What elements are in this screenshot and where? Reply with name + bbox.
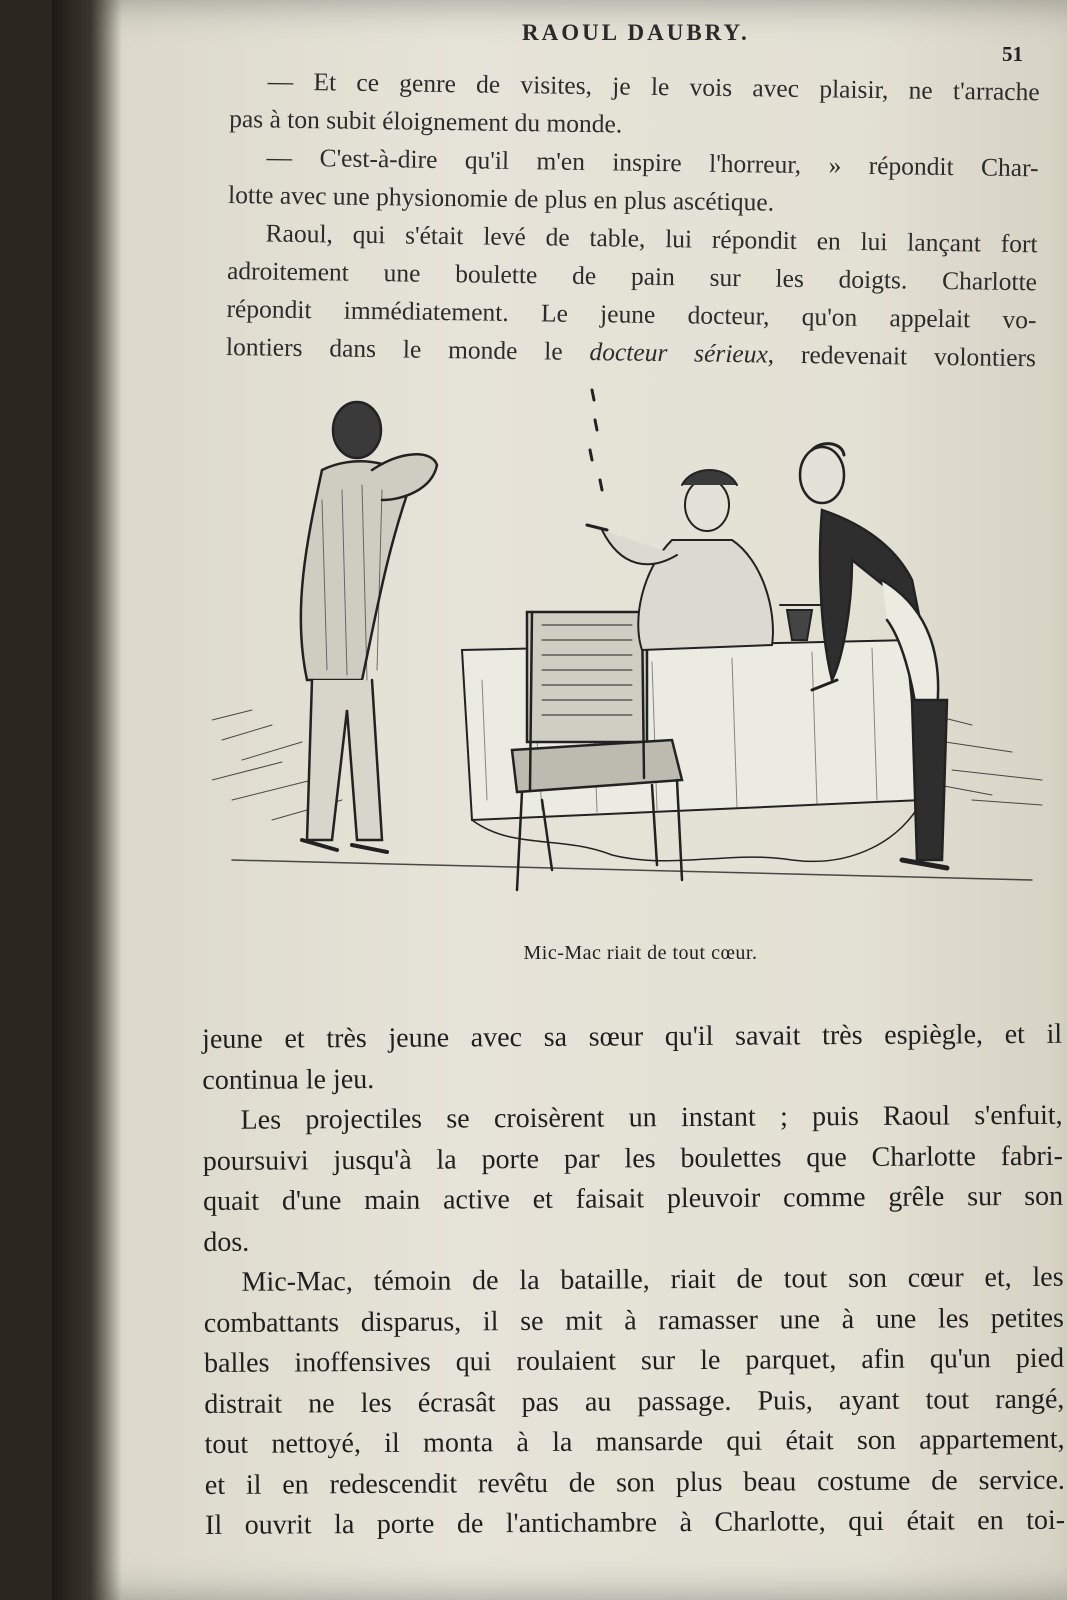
raoul-figure <box>301 402 437 852</box>
text-line: tout nettoyé, il monta à la mansarde qui était son appartement, <box>204 1423 1065 1460</box>
text-line: distrait ne les écrasât pas au passage. Puis, ayant tout rangé, <box>204 1383 1065 1420</box>
book-gutter-shadow <box>52 0 122 1600</box>
text-line: balles inoffensives qui roulaient sur le parquet, afin qu'un pied <box>204 1342 1065 1379</box>
top-paragraphs <box>226 62 1040 377</box>
illustration-caption: Mic-Mac riait de tout cœur. <box>523 942 758 964</box>
text-line: Les projectiles se croisèrent un instant ; puis Raoul s'enfuit, <box>240 1099 1063 1136</box>
book-page <box>52 0 1067 1600</box>
text-line: adroitement une boulette de pain sur les doigts. Charlotte <box>226 255 1038 297</box>
text-line: lotte avec une physionomie de plus en plus ascétique. <box>227 179 775 217</box>
text-line: pas à ton subit éloignement du monde. <box>229 103 623 139</box>
text-line: — C'est-à-dire qu'il m'en inspire l'horreur, » répondit Char- <box>266 142 1039 183</box>
page-number: 51 <box>1002 42 1023 66</box>
text-fragment: , redevenait volontiers <box>767 339 1037 373</box>
text-fragment: lontiers dans le monde le <box>225 331 590 367</box>
text-line: et il en redescendit revêtu de son plus beau costume de service. <box>204 1464 1065 1501</box>
text-line: Raoul, qui s'était levé de table, lui répondit en lui lançant fort <box>265 218 1038 259</box>
text-line: Mic-Mac, témoin de la bataille, riait de tout son cœur et, les <box>241 1261 1064 1298</box>
text-line: poursuivi jusqu'à la porte par les boulettes que Charlotte fabri- <box>202 1140 1063 1177</box>
bottom-paragraphs <box>202 1015 1065 1547</box>
text-line: continua le jeu. <box>202 1063 375 1096</box>
text-line: — Et ce genre de visites, je le vois avec plaisir, ne t'arrache <box>267 66 1040 107</box>
running-title: RAOUL DAUBRY. <box>522 20 750 45</box>
engraving-illustration <box>212 380 1052 940</box>
italic-phrase: docteur sérieux <box>589 337 769 369</box>
text-line: combattants disparus, il se mit à ramasser une à une les petites <box>203 1302 1064 1339</box>
text-line: dos. <box>203 1226 250 1258</box>
text-line: Il ouvrit la porte de l'antichambre à Charlotte, qui était en toi- <box>204 1504 1066 1541</box>
text-line: jeune et très jeune avec sa sœur qu'il savait très espiègle, et il <box>202 1018 1063 1055</box>
text-line: répondit immédiatement. Le jeune docteur, qu'on appelait vo- <box>226 293 1037 335</box>
text-line: quait d'une main active et faisait pleuvoir comme grêle sur son <box>203 1180 1064 1217</box>
